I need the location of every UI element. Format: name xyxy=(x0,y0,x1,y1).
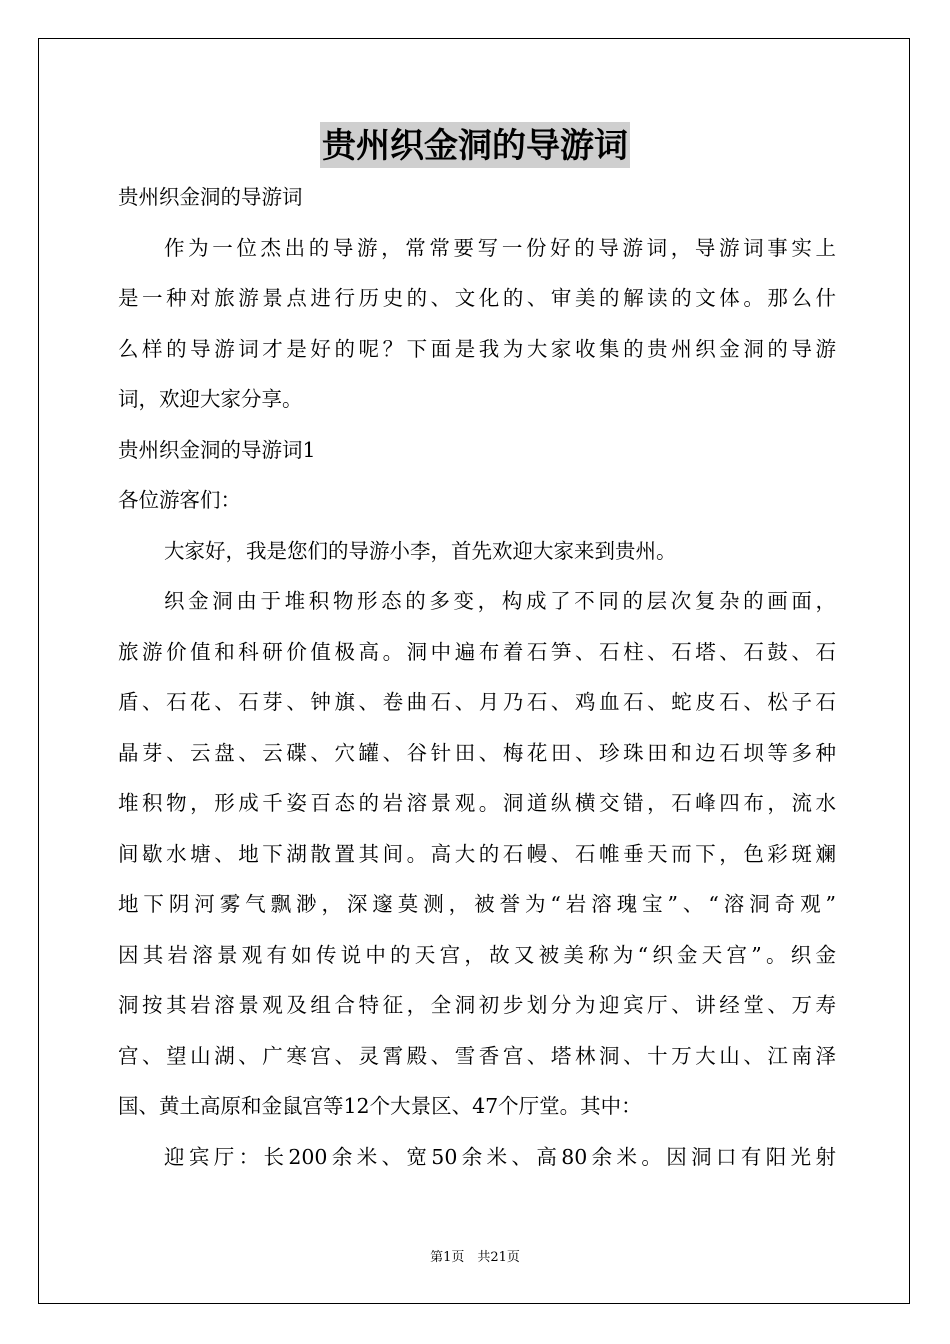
paragraph-line: 旅游价值和科研价值极高。洞中遍布着石笋、石柱、石塔、石鼓、石 xyxy=(118,639,836,664)
paragraph-line: 盾、石花、石芽、钟旗、卷曲石、月乃石、鸡血石、蛇皮石、松子石 xyxy=(118,690,836,714)
title-wrap xyxy=(0,122,950,168)
paragraph-line: 地下阴河雾气飘渺，深邃莫测，被誉为“岩溶瑰宝”、“溶洞奇观” xyxy=(118,892,836,916)
greeting-line: 各位游客们： xyxy=(118,488,241,512)
paragraph-line: 间歇水塘、地下湖散置其间。高大的石幔、石帷垂天而下，色彩斑斓 xyxy=(118,841,836,866)
paragraph-line: 迎宾厅：长200余米、宽50余米、高80余米。因洞口有阳光射 xyxy=(164,1144,836,1169)
page-footer: 第1页 共21页 xyxy=(430,1250,520,1265)
paragraph-line: 大家好，我是您们的导游小李，首先欢迎大家来到贵州。 xyxy=(164,538,677,563)
paragraph-line: 作为一位杰出的导游，常常要写一份好的导游词，导游词事实上 xyxy=(164,235,836,260)
paragraph-line: 宫、望山湖、广寒宫、灵霄殿、雪香宫、塔林洞、十万大山、江南泽 xyxy=(118,1043,836,1068)
paragraph-line: 织金洞由于堆积物形态的多变，构成了不同的层次复杂的画面， xyxy=(164,589,836,613)
paragraph-line: 堆积物，形成千姿百态的岩溶景观。洞道纵横交错，石峰四布，流水 xyxy=(118,791,836,815)
paragraph-line: 国、黄土高原和金鼠宫等12个大景区、47个厅堂。其中： xyxy=(118,1094,642,1118)
subtitle-line: 贵州织金洞的导游词 xyxy=(118,185,303,209)
paragraph-line: 词，欢迎大家分享。 xyxy=(118,387,303,411)
document-title: 贵州织金洞的导游词 xyxy=(320,122,630,168)
paragraph-line: 是一种对旅游景点进行历史的、文化的、审美的解读的文体。那么什 xyxy=(118,286,836,310)
paragraph-line: 么样的导游词才是好的呢？下面是我为大家收集的贵州织金洞的导游 xyxy=(118,336,836,361)
paragraph-line: 洞按其岩溶景观及组合特征，全洞初步划分为迎宾厅、讲经堂、万寿 xyxy=(118,993,836,1017)
paragraph-line: 晶芽、云盘、云碟、穴罐、谷针田、梅花田、珍珠田和边石坝等多种 xyxy=(118,740,836,765)
paragraph-line: 因其岩溶景观有如传说中的天宫，故又被美称为“织金天宫”。织金 xyxy=(118,942,836,967)
section-heading: 贵州织金洞的导游词1 xyxy=(118,437,316,462)
document-body xyxy=(118,172,836,1182)
